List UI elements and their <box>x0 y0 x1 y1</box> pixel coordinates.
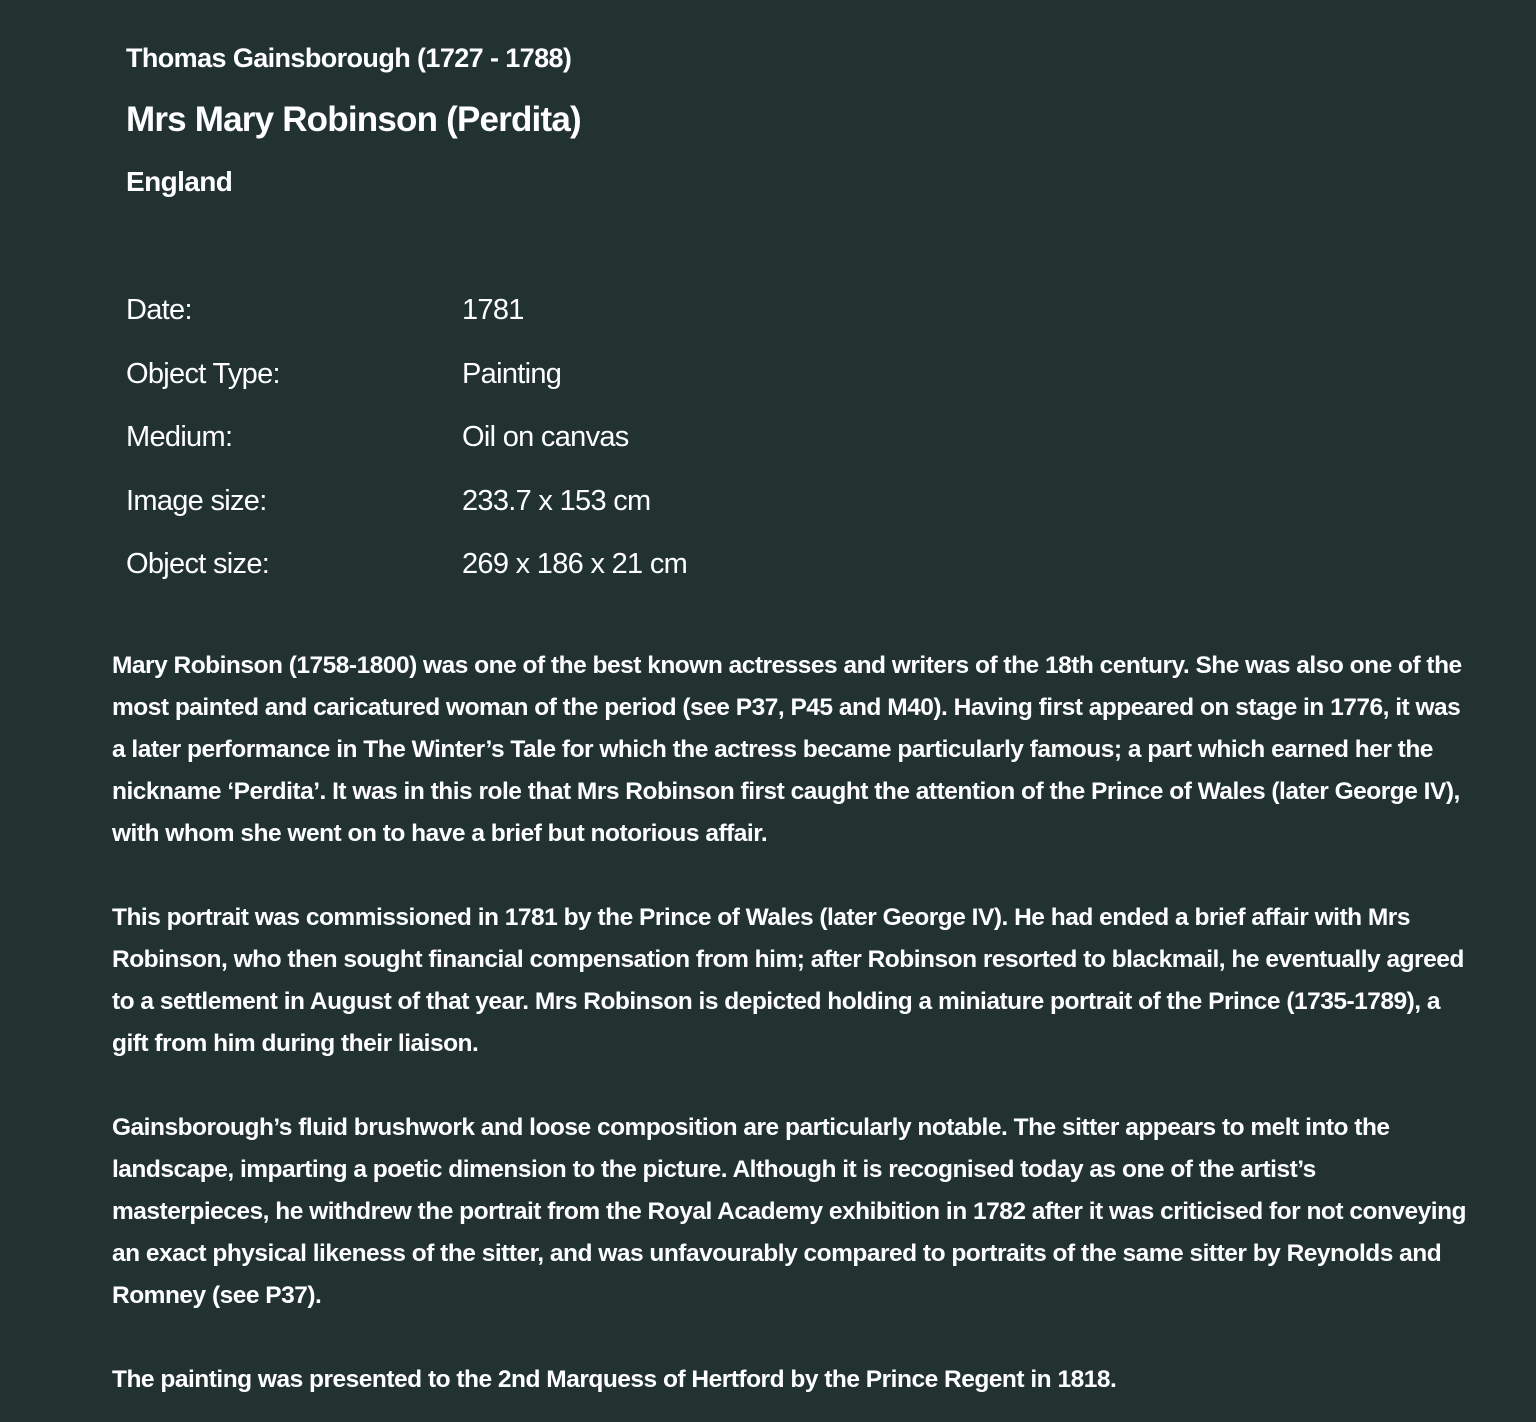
detail-row-medium <box>126 406 1126 470</box>
detail-value: 233.7 x 153 cm <box>462 484 651 517</box>
detail-label: Object Type: <box>126 357 280 390</box>
detail-value: Painting <box>462 357 562 390</box>
artwork-header <box>126 36 1326 204</box>
detail-row-object-size <box>126 533 1126 597</box>
detail-label: Object size: <box>126 548 270 581</box>
detail-row-date <box>126 279 1126 343</box>
detail-row-object-type <box>126 343 1126 407</box>
description-paragraph: The painting was presented to the 2nd Marquess of Hertford by the Prince Regent in 1818. <box>112 1366 1117 1393</box>
artwork-details <box>126 279 1126 597</box>
detail-row-image-size <box>126 470 1126 534</box>
description-paragraph: Gainsborough’s fluid brushwork and loose composition are particularly notable. The sitter appears to melt into the landscape, imparting a poetic dimension to the picture. Although it is recognised today as one of the artist’s masterpieces, he withdrew the portrait from the Royal Academy exhibition in 1782 after it was criticised for not conveying an exact physical likeness of the sitter, and was unfavourably compared to portraits of the same sitter by Reynolds and Romney (see P37). <box>112 1114 1467 1309</box>
detail-value: Oil on canvas <box>462 421 629 454</box>
detail-value: 1781 <box>462 294 524 327</box>
artwork-title: Mrs Mary Robinson (Perdita) <box>126 100 581 139</box>
detail-label: Image size: <box>126 484 267 517</box>
description-paragraph: This portrait was commissioned in 1781 by the Prince of Wales (later George IV). He had ended a brief affair with Mrs Robinson, who then sought financial compensation from him; after Robinson resorted to blackmail, he eventually agreed to a settlement in August of that year. Mrs Robinson is depicted holding a miniature portrait of the Prince (1735-1789), a gift from him during their liaison. <box>112 904 1464 1057</box>
description-paragraph: Mary Robinson (1758-1800) was one of the best known actresses and writers of the 18th century. She was also one of the most painted and caricatured woman of the period (see P37, P45 and M40). Having first appeared on stage in 1776, it was a later performance in The Winter’s Tale for which the actress became particularly famous; a part which earned her the nickname ‘Perdita’. It was in this role that Mrs Robinson first caught the attention of the Prince of Wales (later George IV), with whom she went on to have a brief but notorious affair. <box>112 652 1462 847</box>
detail-label: Date: <box>126 294 192 327</box>
artist-name: Thomas Gainsborough (1727 - 1788) <box>126 43 572 73</box>
artwork-description <box>112 645 1468 1401</box>
detail-value: 269 x 186 x 21 cm <box>462 548 688 581</box>
detail-label: Medium: <box>126 421 233 454</box>
artwork-origin: England <box>126 166 233 197</box>
